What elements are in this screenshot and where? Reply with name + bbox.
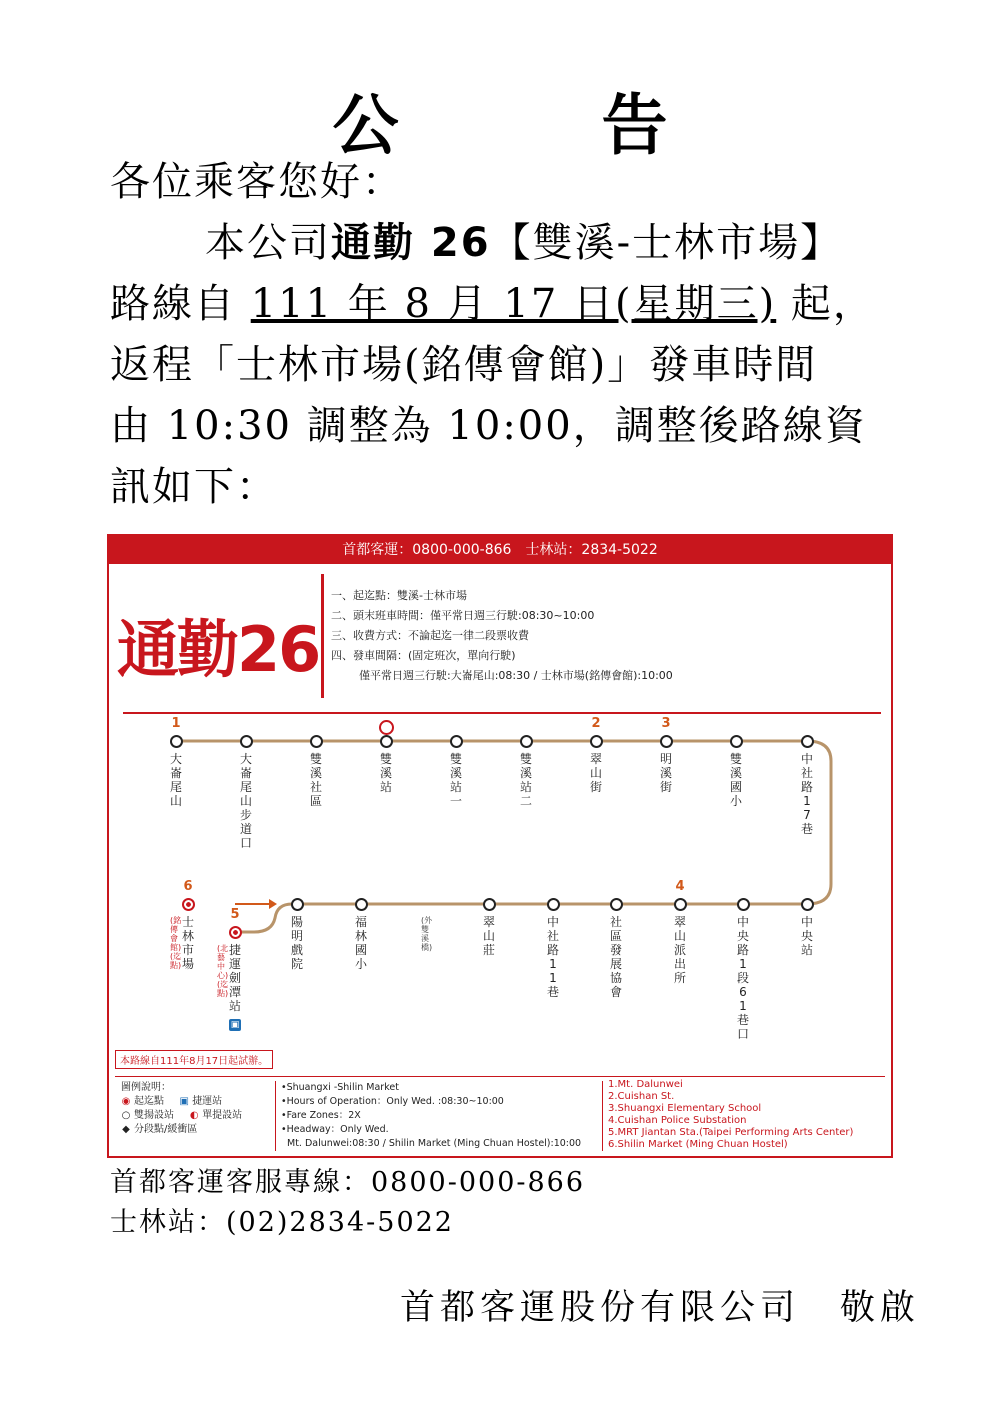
station-phone: 士林站：(02)2834-5022 [110,1207,454,1238]
divider [275,1081,276,1151]
terminal-icon: ◉ [121,1096,131,1107]
stop-marker [801,898,814,911]
signature [400,1280,920,1330]
legend-item: 單提設站 [202,1110,243,1121]
notice-line-6: 訊如下： [110,464,278,510]
info-line-1: 一、起迄點：雙溪-士林市場 [331,589,467,602]
english-info-line: Mt. Dalunwei:08:30 / Shilin Market (Ming Chuan Hostel):10:00 [287,1138,582,1149]
notice-line-3-b: 起， [776,281,875,327]
stop-name: 社區發展協會 [609,915,622,999]
customer-hotline: 首都客運客服專線：0800-000-866 [110,1167,586,1198]
stop-name: 捷運劍潭站 [228,943,241,1013]
legend-item: 分段點/緩衝區 [134,1124,198,1135]
stop-name: 翠山派出所 [673,915,686,985]
legend-symbols [121,1081,242,1137]
english-info-line: •Shuangxi -Shilin Market [281,1082,399,1093]
stop-name: 大崙尾山 [169,752,182,808]
map-legend [115,1076,885,1153]
stop-marker [674,898,687,911]
english-stop: 1.Mt. Dalunwei [608,1079,683,1090]
legend-item: 起迄點 [134,1096,164,1107]
single-stop-icon [379,720,394,735]
notice-title: 公 告 [332,87,758,164]
english-stop: 5.MRT Jiantan Sta.(Taipei Performing Arts Center) [608,1127,854,1138]
fare-zone-icon: ◆ [122,1124,130,1135]
stop-marker [590,735,603,748]
english-stops [608,1079,853,1151]
english-stop: 3.Shuangxi Elementary School [608,1103,762,1114]
stop-marker [730,735,743,748]
stop-marker [450,735,463,748]
stop-marker [240,735,253,748]
stop-icon: ○ [121,1110,131,1121]
terminal-marker [182,898,195,911]
route-mention: 通勤 26 [331,220,491,266]
english-stop: 6.Shilin Market (Ming Chuan Hostel) [608,1139,788,1150]
company-name: 首都客運股份有限公司 [400,1288,801,1328]
info-line-4: 四、發車間隔：(固定班次，單向行駛) [331,649,516,662]
english-stop: 2.Cuishan St. [608,1091,675,1102]
stop-name: 士林市場 [181,915,194,971]
english-info-line: •Fare Zones：2X [281,1110,361,1121]
stop-marker [520,735,533,748]
stop-marker [610,898,623,911]
stop-name: 明溪街 [659,752,672,794]
stop-marker [483,898,496,911]
english-info-line: •Hours of Operation：Only Wed. :08:30~10:00 [281,1096,504,1107]
stop-marker [801,735,814,748]
english-info [281,1081,581,1151]
notice-line-2-a: 本公司 [205,220,331,266]
route-name: 通勤26 [117,613,320,686]
route-map [107,534,893,1158]
closing: 敬啟 [840,1288,921,1328]
stop-note: (外雙溪橋) [421,916,433,952]
map-header: 首都客運：0800-000-866 士林站：2834-5022 [109,536,891,564]
stop-marker [737,898,750,911]
stop-number: 2 [591,716,601,731]
stop-marker [547,898,560,911]
greeting: 各位乘客您好： [110,159,404,205]
info-line-2: 二、頭末班車時間：僅平常日週三行駛:08:30~10:00 [331,609,595,622]
stop-marker [291,898,304,911]
english-info-line: •Headway：Only Wed. [281,1124,389,1135]
stop-name: 翠山街 [589,752,602,794]
stop-name: 中央路1段61巷口 [736,915,749,1041]
notice-line-5: 由 10:30 調整為 10:00，調整後路線資 [110,403,867,449]
stop-number: 4 [675,879,685,894]
stop-name: 翠山莊 [482,915,495,957]
notice-line-4: 返程「士林市場(銘傳會館)」發車時間 [110,342,818,388]
stop-number: 3 [661,716,671,731]
legend-item: 捷運站 [192,1096,223,1107]
stop-name: 陽明戲院 [290,915,303,971]
stop-marker [170,735,183,748]
trial-notice: 本路線自111年8月17日起試辦。 [115,1050,273,1069]
stop-marker [660,735,673,748]
mrt-icon: ▣ [230,1020,240,1030]
stop-name: 雙溪國小 [729,752,742,808]
divider [602,1081,603,1151]
info-line-3: 三、收費方式：不論起迄一律二段票收費 [331,629,529,642]
info-line-5: 僅平常日週三行駛:大崙尾山:08:30 / 士林市場(銘傳會館):10:00 [359,669,673,682]
stop-name: 雙溪站 [379,752,392,794]
notice-line-3-a: 路線自 [110,281,236,327]
stop-note: (銘傳會館)(迄點) [170,916,182,970]
stop-name: 中社路11巷 [546,915,559,999]
single-stop-icon: ◐ [189,1110,199,1121]
single-stop-marker [380,735,393,748]
stop-name: 雙溪站一 [449,752,462,808]
english-stop: 4.Cuishan Police Substation [608,1115,747,1126]
stop-name: 中央站 [800,915,813,957]
stop-name: 雙溪社區 [309,752,322,808]
stop-marker [310,735,323,748]
stop-number: 5 [230,907,240,922]
notice-line-2 [205,211,842,268]
legend-item: 雙揚設站 [134,1110,174,1121]
legend-title: 圖例說明： [121,1082,171,1093]
stop-marker [355,898,368,911]
stop-name: 福林國小 [354,915,367,971]
stop-note: (北藝中心)(迄點) [217,944,229,998]
effective-date: 111 年 8 月 17 日(星期三) [250,281,777,327]
terminal-marker [229,926,242,939]
notice-line-3 [110,272,875,329]
stop-name: 中社路17巷 [800,752,813,836]
stop-name: 大崙尾山步道口 [239,752,252,850]
stop-name: 雙溪站二 [519,752,532,808]
route-endpoints: 【雙溪-士林市場】 [490,220,843,266]
stop-number: 1 [171,716,181,731]
stop-number: 6 [183,879,193,894]
mrt-icon: ▣ [179,1096,189,1107]
route-line-diagram [109,536,891,1046]
